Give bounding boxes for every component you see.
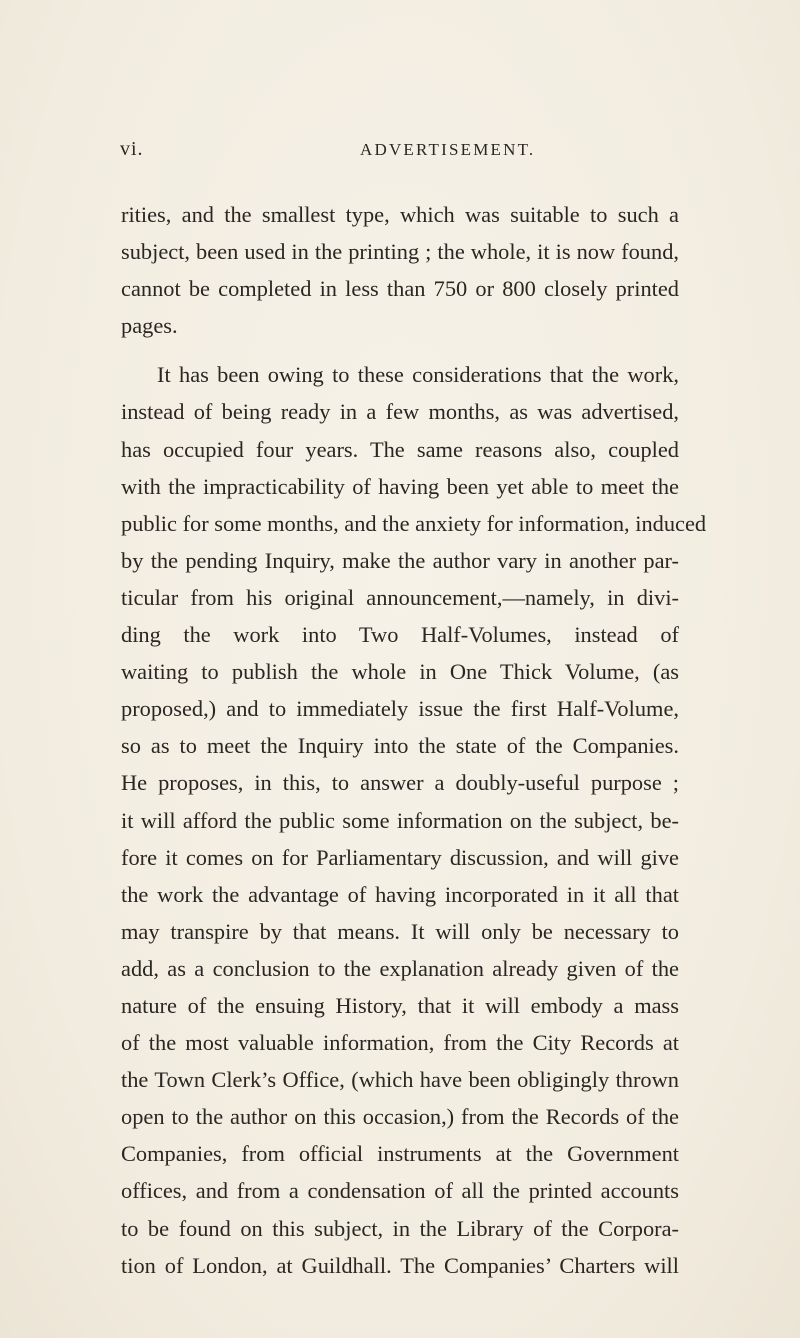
text-line: proposed,) and to immediately issue the first Half-Volume, [121,696,679,722]
text-line: by the pending Inquiry, make the author vary in another par- [121,547,679,573]
text-line: rities, and the smallest type, which was suitable to such a [121,202,679,227]
text-line: with the impracticability of having been yet able to meet the [121,473,679,499]
text-line: of the most valuable information, from the City Records at [121,1030,679,1056]
text-line: fore it comes on for Parliamentary discussion, and will give [121,844,679,870]
body-text [121,196,707,1284]
page-number: vi. [120,138,144,160]
text-line: may transpire by that means. It will only be necessary to [121,918,679,944]
text-line: instead of being ready in a few months, as was advertised, [121,399,679,425]
paragraph-gap [121,344,679,356]
text-line: ticular from his original announcement,—namely, in divi- [121,584,679,610]
text-line: public for some months, and the anxiety for information, induced [121,510,707,536]
text-line: ding the work into Two Half-Volumes, instead of [121,622,679,648]
text-line: Companies, from official instruments at the Government [121,1141,679,1167]
text-line: add, as a conclusion to the explanation already given of the [121,955,679,981]
text-line: It has been owing to these considerations that the work, [157,362,679,388]
text-line: has occupied four years. The same reasons also, coupled [121,436,679,462]
text-line: so as to meet the Inquiry into the state of the Companies. [121,733,679,759]
text-line: to be found on this subject, in the Library of the Corpora- [121,1215,679,1241]
text-line: open to the author on this occasion,) from the Records of the [121,1104,679,1130]
text-line: nature of the ensuing History, that it will embody a mass [121,992,679,1018]
paragraph [121,196,679,344]
text-line: the Town Clerk’s Office, (which have been obligingly thrown [121,1067,679,1093]
text-line: offices, and from a condensation of all the printed accounts [121,1178,679,1204]
running-head [120,138,680,168]
text-line: tion of London, at Guildhall. The Companies’ Charters will [121,1252,679,1278]
paragraph [121,356,707,1283]
running-title: ADVERTISEMENT. [360,140,536,159]
text-line: subject, been used in the printing ; the whole, it is now found, [121,239,679,265]
text-line: pages. [121,313,178,339]
text-line: waiting to publish the whole in One Thick Volume, (as [121,659,679,685]
text-line: it will afford the public some information on the subject, be- [121,807,679,833]
text-line: the work the advantage of having incorporated in it all that [121,881,679,907]
text-line: cannot be completed in less than 750 or 800 closely printed [121,276,679,302]
text-line: He proposes, in this, to answer a doubly-useful purpose ; [121,770,679,796]
